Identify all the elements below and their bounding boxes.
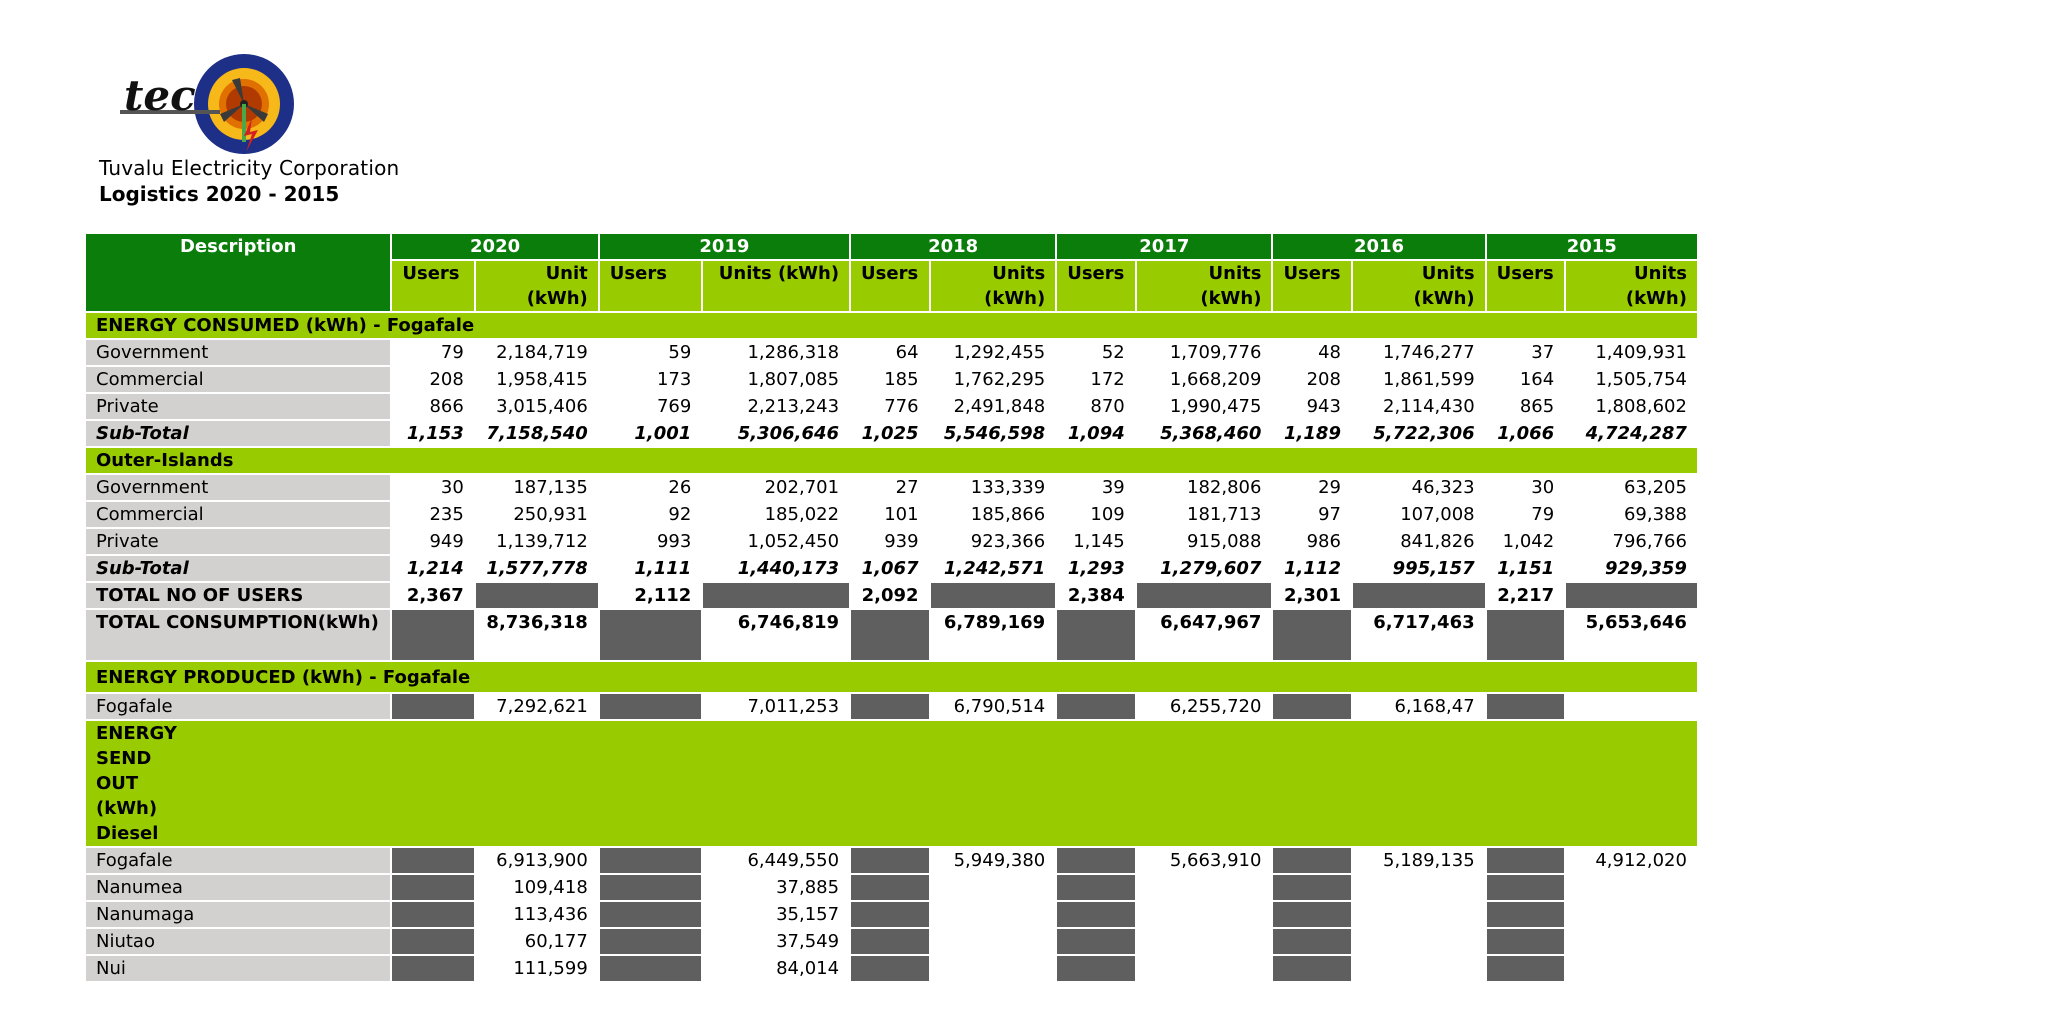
empty-cell <box>1057 929 1135 954</box>
table-cell <box>1353 929 1485 954</box>
table-cell: 865 <box>1519 396 1555 417</box>
table-cell: 79 <box>1531 504 1555 525</box>
table-cell: 109 <box>1090 504 1125 525</box>
description-header: Description <box>86 234 390 311</box>
table-cell: 5,722,306 <box>1373 423 1475 444</box>
table-cell: 870 <box>1090 396 1125 417</box>
table-row <box>86 694 1697 719</box>
table-cell: 6,647,967 <box>1160 612 1262 633</box>
table-cell: 5,189,135 <box>1383 850 1475 871</box>
table-row <box>86 583 1697 608</box>
table-cell: 63,205 <box>1623 477 1687 498</box>
empty-cell <box>851 848 929 873</box>
table-cell: 5,306,646 <box>737 423 840 444</box>
empty-cell <box>851 694 929 719</box>
table-cell <box>1137 875 1272 900</box>
table-row <box>86 394 1697 419</box>
table-cell: 39 <box>1101 477 1125 498</box>
empty-cell <box>600 875 702 900</box>
table-cell: 1,279,607 <box>1160 558 1262 579</box>
table-row <box>86 610 1697 660</box>
table-cell: 5,653,646 <box>1585 612 1687 633</box>
table-cell: 2,184,719 <box>496 342 588 363</box>
table-cell: 6,449,550 <box>747 850 840 871</box>
tec-logo <box>120 52 310 162</box>
table-row <box>86 929 1697 954</box>
year-header-row <box>86 234 1697 259</box>
table-cell <box>1566 694 1697 719</box>
table-cell: 52 <box>1101 342 1125 363</box>
table-cell: 29 <box>1318 477 1341 498</box>
table-cell: 1,094 <box>1067 423 1125 444</box>
section-header-row <box>86 662 1697 692</box>
empty-cell <box>1487 875 1565 900</box>
empty-cell <box>1057 875 1135 900</box>
table-cell: 111,599 <box>513 958 588 979</box>
table-cell: 1,709,776 <box>1169 342 1262 363</box>
table-cell: 1,112 <box>1284 558 1341 579</box>
table-cell: 1,808,602 <box>1595 396 1687 417</box>
table-cell: 1,111 <box>634 558 692 579</box>
units-header: Units (kWh) <box>931 261 1056 311</box>
table-cell: 2,384 <box>1067 585 1125 606</box>
empty-cell <box>1487 902 1565 927</box>
table-cell: 6,789,169 <box>943 612 1046 633</box>
table-cell: 3,015,406 <box>496 396 588 417</box>
table-cell <box>1566 956 1697 981</box>
empty-cell <box>1273 610 1351 660</box>
section-title: ENERGY SEND OUT (kWh) Diesel <box>86 721 1697 846</box>
table-cell: 2,112 <box>634 585 692 606</box>
table-cell: 923,366 <box>970 531 1046 552</box>
empty-cell <box>851 902 929 927</box>
row-label: Private <box>86 529 390 554</box>
table-cell: 64 <box>895 342 919 363</box>
section-title: Outer-Islands <box>86 448 1697 473</box>
table-cell: 164 <box>1519 369 1555 390</box>
table-cell: 943 <box>1306 396 1341 417</box>
empty-cell <box>1273 929 1351 954</box>
table-cell: 1,746,277 <box>1383 342 1475 363</box>
table-cell: 986 <box>1306 531 1341 552</box>
row-label: TOTAL CONSUMPTION(kWh) <box>86 610 390 660</box>
table-cell: 185 <box>884 369 919 390</box>
table-cell: 1,139,712 <box>496 531 588 552</box>
empty-cell <box>851 929 929 954</box>
empty-cell <box>1057 848 1135 873</box>
table-cell: 133,339 <box>970 477 1046 498</box>
empty-cell <box>1566 583 1697 608</box>
table-row <box>86 875 1697 900</box>
table-cell: 841,826 <box>1400 531 1475 552</box>
year-header: 2018 <box>851 234 1055 259</box>
empty-cell <box>1273 956 1351 981</box>
empty-cell <box>392 902 473 927</box>
empty-cell <box>851 610 929 660</box>
table-cell: 6,717,463 <box>1373 612 1475 633</box>
table-row <box>86 475 1697 500</box>
section-title: ENERGY CONSUMED (kWh) - Fogafale <box>86 313 1697 338</box>
users-header: Users <box>1487 261 1565 311</box>
table-row <box>86 502 1697 527</box>
table-cell: 7,158,540 <box>486 423 588 444</box>
table-cell: 235 <box>429 504 464 525</box>
users-header: Users <box>851 261 929 311</box>
table-cell: 796,766 <box>1612 531 1687 552</box>
table-cell: 172 <box>1090 369 1125 390</box>
table-cell: 59 <box>668 342 692 363</box>
logistics-table <box>84 232 1699 983</box>
table-cell: 769 <box>656 396 692 417</box>
table-cell: 92 <box>668 504 692 525</box>
row-label: Private <box>86 394 390 419</box>
table-cell: 776 <box>884 396 919 417</box>
table-cell <box>1353 875 1485 900</box>
table-cell: 1,042 <box>1502 531 1555 552</box>
table-cell: 6,790,514 <box>953 696 1046 717</box>
table-cell: 1,505,754 <box>1595 369 1687 390</box>
row-label: Fogafale <box>86 848 390 873</box>
table-cell: 1,990,475 <box>1169 396 1262 417</box>
table-cell: 30 <box>440 477 464 498</box>
section-title: ENERGY PRODUCED (kWh) - Fogafale <box>86 662 1697 692</box>
table-cell <box>1566 902 1697 927</box>
empty-cell <box>1353 583 1485 608</box>
row-label: Nui <box>86 956 390 981</box>
year-header: 2019 <box>600 234 849 259</box>
table-cell: 5,546,598 <box>943 423 1046 444</box>
table-cell: 1,242,571 <box>943 558 1046 579</box>
table-cell <box>1137 902 1272 927</box>
users-header: Users <box>600 261 702 311</box>
table-cell: 208 <box>1306 369 1341 390</box>
table-cell: 949 <box>429 531 464 552</box>
empty-cell <box>851 956 929 981</box>
empty-cell <box>600 694 702 719</box>
row-label: Sub-Total <box>86 556 390 581</box>
table-cell: 1,066 <box>1497 423 1555 444</box>
row-label: Nanumaga <box>86 902 390 927</box>
row-label: TOTAL NO OF USERS <box>86 583 390 608</box>
empty-cell <box>1057 610 1135 660</box>
table-cell: 97 <box>1318 504 1341 525</box>
table-row <box>86 421 1697 446</box>
table-cell: 1,958,415 <box>496 369 588 390</box>
table-cell: 185,866 <box>970 504 1046 525</box>
table-cell: 187,135 <box>513 477 588 498</box>
users-header: Users <box>1057 261 1135 311</box>
empty-cell <box>851 875 929 900</box>
table-cell: 4,912,020 <box>1595 850 1687 871</box>
table-cell: 1,214 <box>406 558 464 579</box>
table-cell: 2,217 <box>1497 585 1555 606</box>
empty-cell <box>476 583 598 608</box>
empty-cell <box>1273 875 1351 900</box>
empty-cell <box>392 956 473 981</box>
table-cell: 915,088 <box>1187 531 1262 552</box>
table-cell: 37,885 <box>776 877 840 898</box>
empty-cell <box>1487 956 1565 981</box>
table-cell: 1,153 <box>406 423 464 444</box>
table-cell: 48 <box>1318 342 1341 363</box>
table-cell: 46,323 <box>1411 477 1475 498</box>
row-label: Sub-Total <box>86 421 390 446</box>
section-header-row <box>86 313 1697 338</box>
empty-cell <box>1273 848 1351 873</box>
units-header: Units (kWh) <box>703 261 849 311</box>
table-cell: 37,549 <box>776 931 840 952</box>
table-cell <box>1566 929 1697 954</box>
table-cell: 5,663,910 <box>1169 850 1262 871</box>
document-title: Logistics 2020 - 2015 <box>99 182 340 206</box>
table-cell: 8,736,318 <box>486 612 588 633</box>
units-header: Units (kWh) <box>1566 261 1697 311</box>
table-cell: 109,418 <box>513 877 588 898</box>
table-cell <box>1353 956 1485 981</box>
table-cell: 1,189 <box>1284 423 1341 444</box>
table-cell: 5,368,460 <box>1160 423 1262 444</box>
empty-cell <box>392 610 473 660</box>
table-cell: 27 <box>895 477 919 498</box>
empty-cell <box>392 875 473 900</box>
table-cell: 1,861,599 <box>1383 369 1475 390</box>
units-header: Units (kWh) <box>1137 261 1272 311</box>
table-cell: 173 <box>656 369 692 390</box>
row-label: Government <box>86 340 390 365</box>
table-cell <box>1353 902 1485 927</box>
row-label: Commercial <box>86 502 390 527</box>
table-cell: 2,301 <box>1284 585 1341 606</box>
table-cell: 5,949,380 <box>953 850 1046 871</box>
empty-cell <box>703 583 849 608</box>
table-cell: 185,022 <box>764 504 840 525</box>
table-cell: 995,157 <box>1392 558 1475 579</box>
table-cell: 181,713 <box>1187 504 1262 525</box>
table-cell: 6,913,900 <box>496 850 588 871</box>
row-label: Commercial <box>86 367 390 392</box>
table-cell: 26 <box>668 477 692 498</box>
organization-name: Tuvalu Electricity Corporation <box>99 156 400 180</box>
units-header: Unit (kWh) <box>476 261 598 311</box>
table-cell: 2,092 <box>861 585 919 606</box>
table-cell: 1,025 <box>861 423 919 444</box>
row-label: Niutao <box>86 929 390 954</box>
table-cell: 250,931 <box>513 504 588 525</box>
table-cell: 84,014 <box>776 958 840 979</box>
empty-cell <box>600 929 702 954</box>
year-header: 2016 <box>1273 234 1484 259</box>
table-cell: 1,292,455 <box>953 342 1046 363</box>
empty-cell <box>600 848 702 873</box>
table-cell: 993 <box>656 531 692 552</box>
table-cell: 37 <box>1531 342 1555 363</box>
table-cell: 79 <box>440 342 464 363</box>
table-row <box>86 956 1697 981</box>
table-cell: 1,067 <box>861 558 919 579</box>
empty-cell <box>392 694 473 719</box>
svg-text:tec: tec <box>124 71 196 120</box>
table-cell: 1,052,450 <box>747 531 840 552</box>
users-header: Users <box>392 261 473 311</box>
table-row <box>86 902 1697 927</box>
table-cell: 2,114,430 <box>1383 396 1475 417</box>
empty-cell <box>392 929 473 954</box>
row-label: Fogafale <box>86 694 390 719</box>
table-cell: 6,746,819 <box>737 612 840 633</box>
table-cell: 1,762,295 <box>953 369 1046 390</box>
table-cell: 182,806 <box>1187 477 1262 498</box>
empty-cell <box>1057 956 1135 981</box>
table-cell: 2,367 <box>406 585 464 606</box>
empty-cell <box>1137 583 1272 608</box>
table-cell: 1,440,173 <box>737 558 840 579</box>
table-cell: 107,008 <box>1400 504 1475 525</box>
table-row <box>86 556 1697 581</box>
table-row <box>86 340 1697 365</box>
empty-cell <box>1273 694 1351 719</box>
table-cell: 866 <box>429 396 464 417</box>
empty-cell <box>392 848 473 873</box>
year-header: 2015 <box>1487 234 1697 259</box>
empty-cell <box>1487 694 1565 719</box>
table-cell: 35,157 <box>776 904 840 925</box>
table-cell <box>1566 875 1697 900</box>
table-cell: 1,151 <box>1497 558 1555 579</box>
table-row <box>86 848 1697 873</box>
table-cell <box>931 875 1056 900</box>
table-cell: 2,213,243 <box>747 396 840 417</box>
table-cell: 202,701 <box>764 477 840 498</box>
table-row <box>86 367 1697 392</box>
table-cell: 1,668,209 <box>1169 369 1262 390</box>
table-cell: 1,807,085 <box>747 369 840 390</box>
table-cell: 7,292,621 <box>496 696 588 717</box>
sun-icon <box>194 54 294 154</box>
units-header: Units (kWh) <box>1353 261 1485 311</box>
table-cell: 2,491,848 <box>953 396 1046 417</box>
empty-cell <box>600 610 702 660</box>
empty-cell <box>1057 902 1135 927</box>
table-cell: 69,388 <box>1623 504 1687 525</box>
table-row <box>86 529 1697 554</box>
empty-cell <box>1057 694 1135 719</box>
table-cell: 113,436 <box>513 904 588 925</box>
empty-cell <box>1273 902 1351 927</box>
table-cell: 4,724,287 <box>1585 423 1687 444</box>
table-cell: 929,359 <box>1604 558 1687 579</box>
section-header-row <box>86 448 1697 473</box>
table-cell: 6,168,47 <box>1394 696 1475 717</box>
table-cell: 60,177 <box>524 931 588 952</box>
empty-cell <box>1487 848 1565 873</box>
empty-cell <box>1487 610 1565 660</box>
table-cell: 1,293 <box>1067 558 1125 579</box>
empty-cell <box>931 583 1056 608</box>
table-cell: 1,577,778 <box>486 558 588 579</box>
table-cell <box>931 929 1056 954</box>
table-cell: 6,255,720 <box>1169 696 1262 717</box>
row-label: Government <box>86 475 390 500</box>
table-cell: 939 <box>884 531 919 552</box>
table-cell <box>1137 956 1272 981</box>
row-label: Nanumea <box>86 875 390 900</box>
table-cell: 1,001 <box>634 423 692 444</box>
empty-cell <box>1487 929 1565 954</box>
table-cell <box>931 902 1056 927</box>
table-cell: 7,011,253 <box>747 696 840 717</box>
table-cell: 1,286,318 <box>747 342 840 363</box>
table-cell: 1,145 <box>1073 531 1125 552</box>
year-header: 2017 <box>1057 234 1271 259</box>
year-header: 2020 <box>392 234 597 259</box>
table-cell <box>1137 929 1272 954</box>
table-cell: 30 <box>1531 477 1555 498</box>
table-cell: 1,409,931 <box>1595 342 1687 363</box>
users-header: Users <box>1273 261 1351 311</box>
table-cell <box>931 956 1056 981</box>
section-header-row <box>86 721 1697 846</box>
empty-cell <box>600 956 702 981</box>
table-cell: 208 <box>429 369 464 390</box>
table-cell: 101 <box>884 504 919 525</box>
empty-cell <box>600 902 702 927</box>
